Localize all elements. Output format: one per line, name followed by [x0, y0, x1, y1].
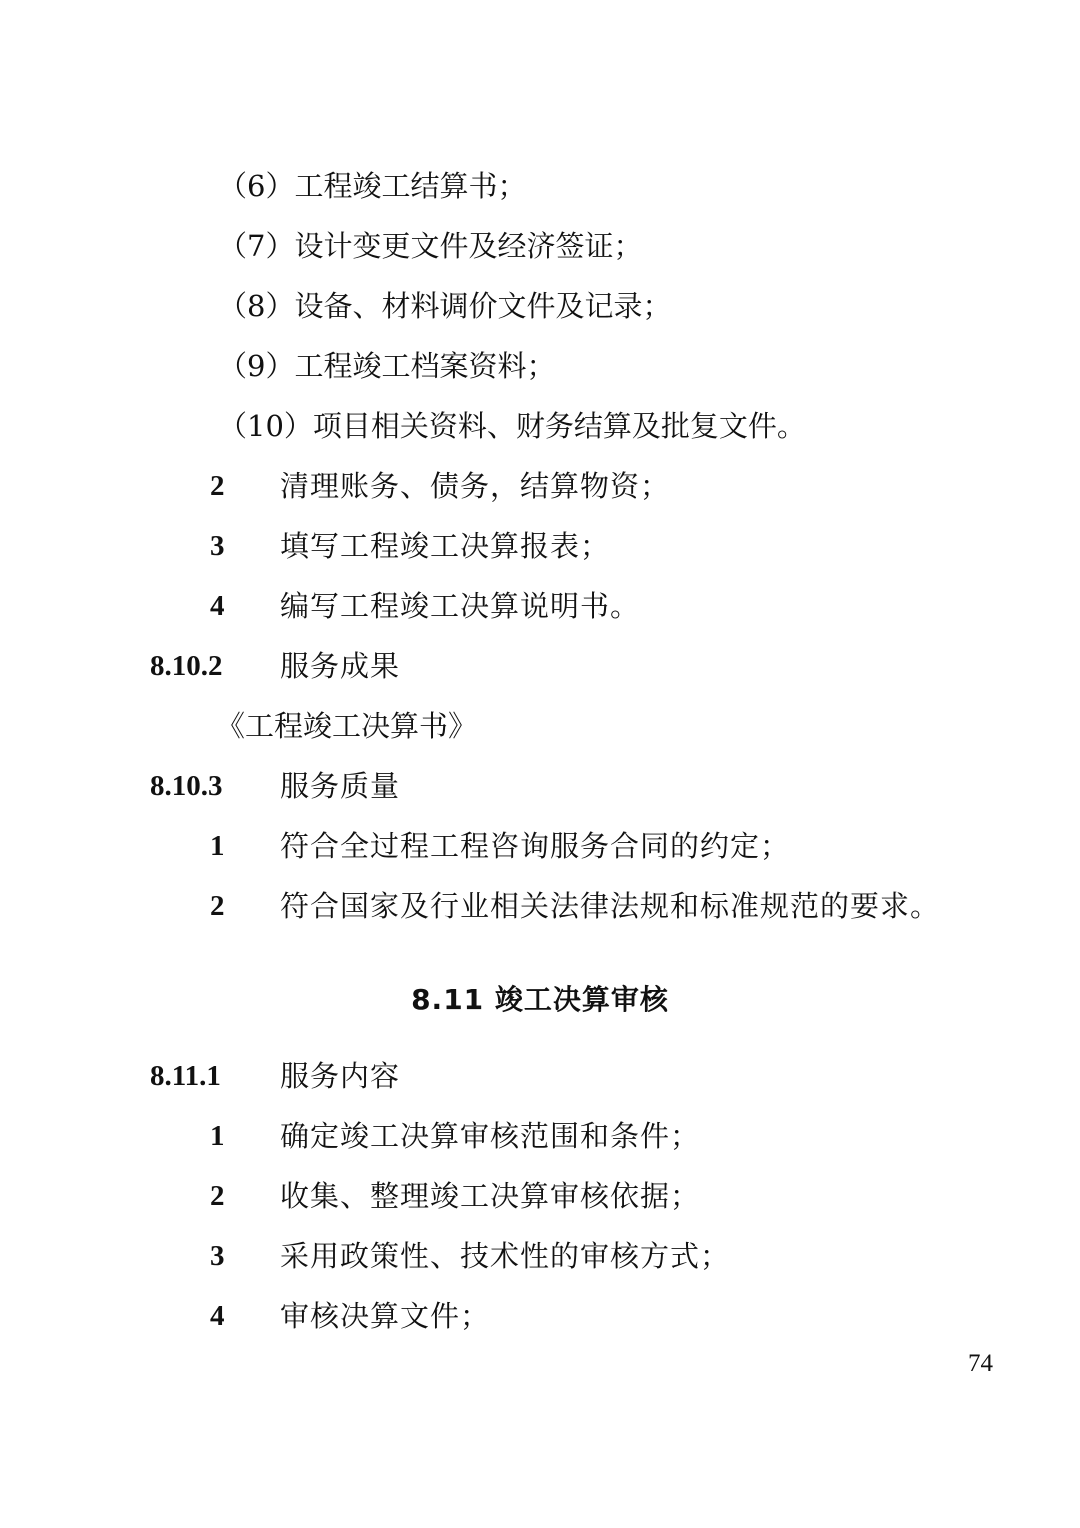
section-content: 《工程竣工决算书》 [216, 709, 478, 743]
item-text: 符合全过程工程咨询服务合同的约定； [280, 829, 791, 863]
section-title: 服务质量 [280, 769, 401, 803]
item-number: 4 [210, 1300, 225, 1332]
item-number: 4 [210, 590, 225, 622]
item-number: 2 [210, 470, 225, 502]
item-text: 采用政策性、技术性的审核方式； [280, 1239, 731, 1273]
list-line-8: （8）设备、材料调价文件及记录； [218, 289, 672, 323]
section-number: 8.10.2 [150, 650, 223, 682]
item-text: 确定竣工决算审核范围和条件； [280, 1119, 701, 1153]
item-text: 编写工程竣工决算说明书。 [280, 589, 641, 623]
item-text: 审核决算文件； [280, 1299, 491, 1333]
item-number: 2 [210, 1180, 225, 1212]
item-number: 1 [210, 830, 225, 862]
section-title: 服务成果 [280, 649, 401, 683]
item-text: 收集、整理竣工决算审核依据； [280, 1179, 701, 1213]
list-line-9: （9）工程竣工档案资料； [218, 349, 556, 383]
item-text: 清理账务、债务，结算物资； [280, 469, 671, 503]
page-number: 74 [968, 1350, 993, 1377]
item-number: 2 [210, 890, 225, 922]
item-number: 3 [210, 1240, 225, 1272]
section-number: 8.11.1 [150, 1060, 221, 1092]
section-heading: 8.11 竣工决算审核 [411, 983, 669, 1016]
list-line-6: （6）工程竣工结算书； [218, 169, 527, 203]
section-number: 8.10.3 [150, 770, 223, 802]
item-text: 符合国家及行业相关法律法规和标准规范的要求。 [280, 889, 941, 923]
item-number: 3 [210, 530, 225, 562]
item-number: 1 [210, 1120, 225, 1152]
item-text: 填写工程竣工决算报表； [280, 529, 611, 563]
list-line-10: （10）项目相关资料、财务结算及批复文件。 [218, 409, 806, 443]
section-title: 服务内容 [280, 1059, 401, 1093]
list-line-7: （7）设计变更文件及经济签证； [218, 229, 643, 263]
